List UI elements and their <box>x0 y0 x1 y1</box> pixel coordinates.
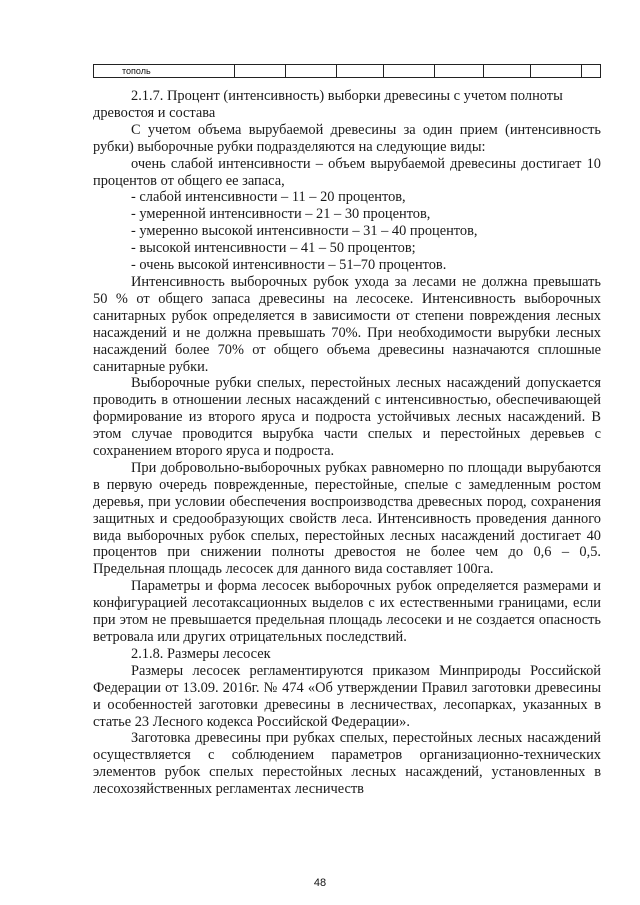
paragraph: Размеры лесосек регламентируются приказом Минприроды Российской Федерации от 13.09. 2016г. № 474 «Об утверждении Правил заготовки древесины и особенностей заготовки древесины в лесничествах, лесопарках, указанных в статье 23 Лесного кодекса Российской Федерации». <box>93 662 601 730</box>
paragraph: Параметры и форма лесосек выборочных рубок определяется размерами и конфигурацией лесотаксационных выделов с их естественными границами, если при этом не превышается предельная площадь лесосеки и не создается опасность ветровала или других отрицательных последствий. <box>93 578 601 645</box>
paragraph: Интенсивность выборочных рубок ухода за лесами не должна превышать 50 % от общего запаса древесины на лесосеке. Интенсивность выборочных санитарных рубок определяется в зависимости от степени повреждения лесных насаждений и не должна превышать 70%. При необходимости вырубки лесных насаждений более 70% от общего объема древесины назначаются сплошные санитарные рубки. <box>93 273 601 375</box>
table-cell <box>582 65 601 78</box>
paragraph: С учетом объема вырубаемой древесины за один прием (интенсивность рубки) выборочные рубки подразделяются на следующие виды: <box>93 121 601 155</box>
list-item: - очень высокой интенсивности – 51–70 процентов. <box>131 257 447 274</box>
paragraph: При добровольно-выборочных рубках равномерно по площади вырубаются в первую очередь поврежденные, перестойные, спелые с замедленным ростом деревья, при условии обеспечения воспроизводства древесных пород, сохранения защитных и средообразующих свойств леса. Интенсивность проведения данного вида выборочных рубок спелых, перестойных лесных насаждений достигает 40 процентов при снижении полноты древостоя не более чем до 0,6 – 0,5. Предельная площадь лесосек для данного вида составляет 100га. <box>93 459 601 578</box>
species-table-fragment <box>93 64 601 78</box>
page-number: 48 <box>313 877 327 889</box>
table-cell <box>235 65 286 78</box>
section-heading: 2.1.8. Размеры лесосек <box>131 645 271 662</box>
paragraph: Заготовка древесины при рубках спелых, перестойных лесных насаждений осуществляется с соблюдением параметров организационно-технических элементов рубок спелых перестойных лесных насаждений, установленных в лесохозяйственных регламентах лесничеств <box>93 730 601 798</box>
table-cell <box>337 65 384 78</box>
table-row <box>94 65 601 78</box>
table-cell <box>384 65 435 78</box>
table-cell <box>286 65 337 78</box>
paragraph: очень слабой интенсивности – объем вырубаемой древесины достигает 10 процентов от общего ее запаса, <box>93 155 601 189</box>
table-cell <box>531 65 582 78</box>
list-item: - слабой интенсивности – 11 – 20 процентов, <box>131 189 406 206</box>
table-cell-species: тополь <box>94 65 235 78</box>
document-body <box>93 88 601 798</box>
list-item: - умеренной интенсивности – 21 – 30 процентов, <box>131 206 431 223</box>
table-cell <box>435 65 484 78</box>
list-item: - высокой интенсивности – 41 – 50 процентов; <box>131 240 416 257</box>
paragraph: Выборочные рубки спелых, перестойных лесных насаждений допускается проводить в отношении лесных насаждений с интенсивностью, обеспечивающей формирование из второго яруса и подроста устойчивых лесных насаждений. В этом случае проводится вырубка части спелых и перестойных деревьев с сохранением второго яруса и подроста. <box>93 375 601 460</box>
section-heading: 2.1.7. Процент (интенсивность) выборки древесины с учетом полноты древостоя и состава <box>93 88 563 121</box>
table-cell <box>484 65 531 78</box>
list-item: - умеренно высокой интенсивности – 31 – 40 процентов, <box>131 223 478 240</box>
